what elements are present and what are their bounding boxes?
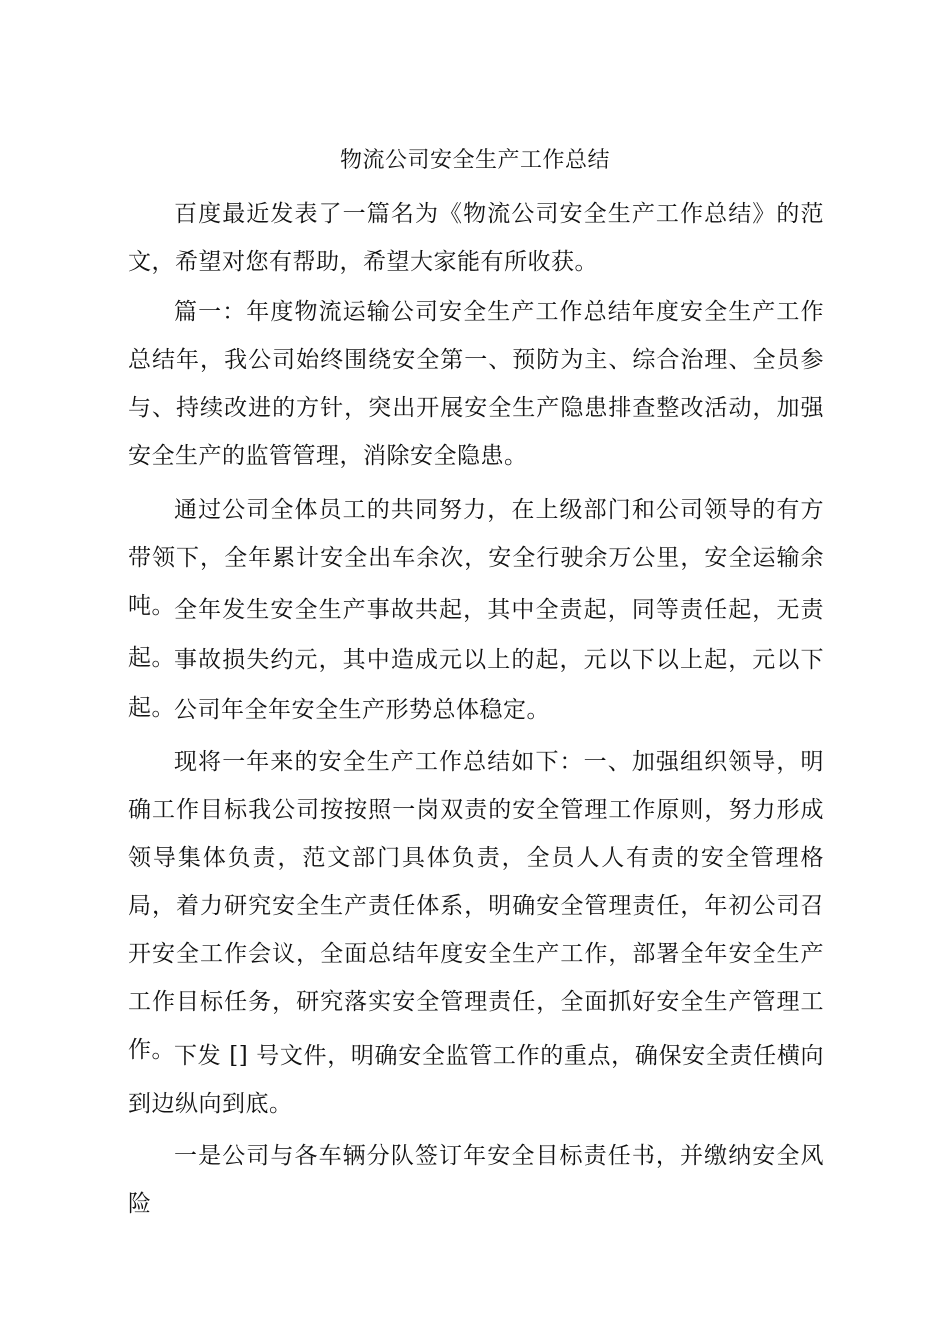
paragraph-summary: 现将一年来的安全生产工作总结如下：一、加强组织领导，明确工作目标我公司按按照一岗双责的安全管理工作原则，努力形成领导集体负责，范文部门具体负责，全员人人有责的安全管理格局，着力研究安全生产责任体系，明确安全管理责任，年初公司召开安全工作会议，全面总结年度安全生产工作，部署全年安全生产工作目标任务，研究落实安全管理责任，全面抓好安全生产管理工作。 [128,749,824,1063]
paragraph-stability: 公司年全年安全生产形势总体稳定。 [174,697,550,723]
paragraph-document-issue: 下发 [] 号文件，明确安全监管工作的重点，确保安全责任横向到边纵向到底。 [128,1043,824,1117]
paragraph-responsibility: 一是公司与各车辆分队签订年安全目标责任书，并缴纳安全风险 [128,1143,824,1217]
paragraph-effort: 通过公司全体员工的共同努力，在上级部门和公司领导的有方带领下，全年累计安全出车余次，安全行驶余万公里，安全运输余吨。 [128,497,824,619]
paragraph-intro: 百度最近发表了一篇名为《物流公司安全生产工作总结》的范文，希望对您有帮助，希望大家能有所收获。 [128,201,824,275]
paragraph-overview: 篇一：年度物流运输公司安全生产工作总结年度安全生产工作总结年，我公司始终围绕安全第一、预防为主、综合治理、全员参与、持续改进的方针，突出开展安全生产隐患排查整改活动，加强安全生产的监管管理，消除安全隐患。 [128,299,824,469]
document-title: 物流公司安全生产工作总结 [339,148,610,173]
paragraph-accidents: 全年发生安全生产事故共起，其中全责起，同等责任起，无责起。 [128,597,824,671]
paragraph-losses: 事故损失约元，其中造成元以上的起，元以下以上起，元以下起。 [128,647,824,721]
